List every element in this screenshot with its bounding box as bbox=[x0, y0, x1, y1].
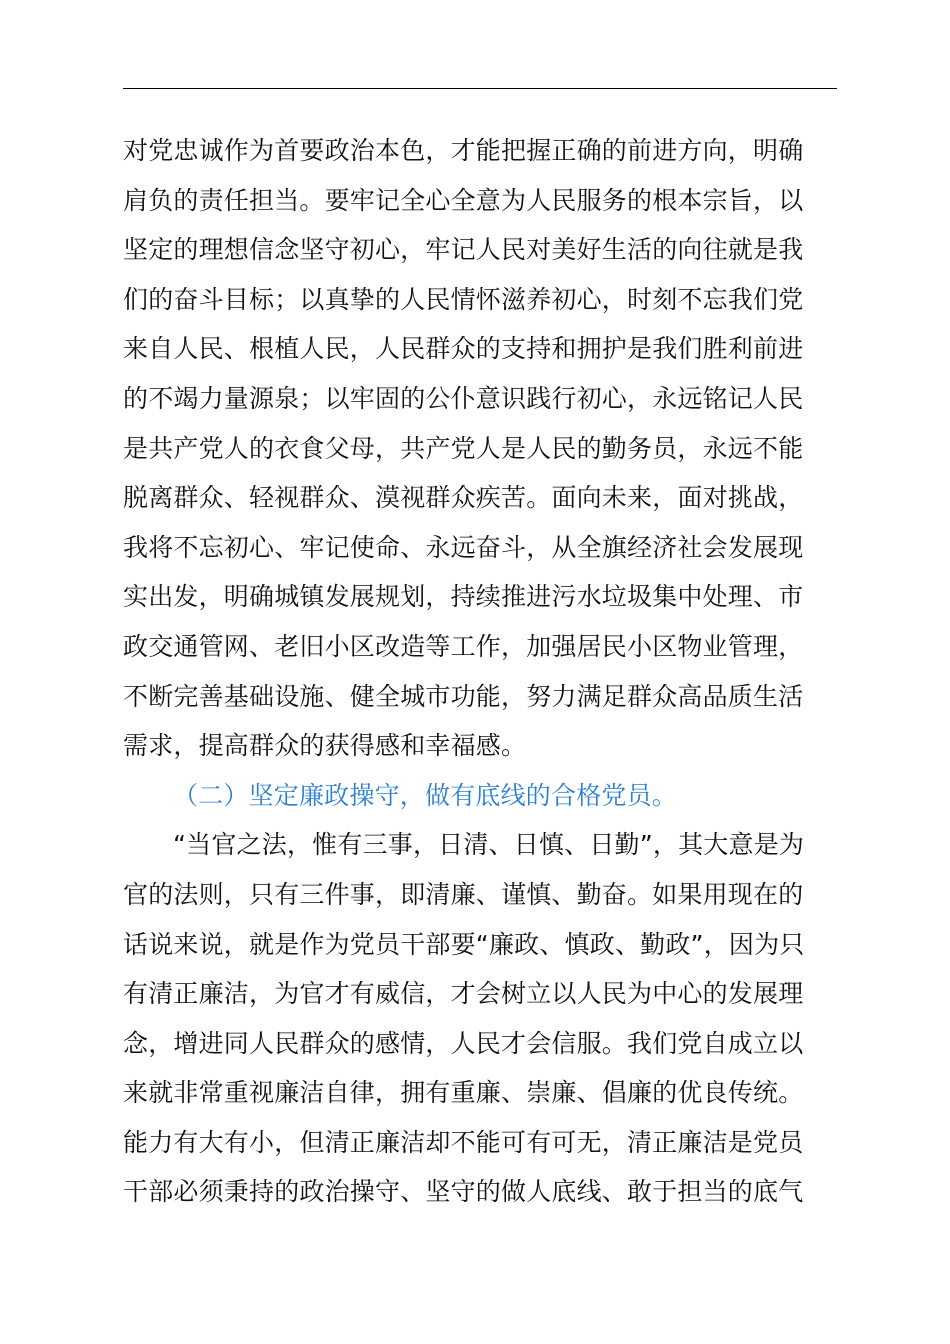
text-line: 坚定的理想信念坚守初心，牢记人民对美好生活的向往就是我 bbox=[123, 235, 804, 265]
text-line: 需求，提高群众的获得感和幸福感。 bbox=[123, 731, 527, 761]
text-line: 来就非常重视廉洁自律，拥有重廉、崇廉、倡廉的优良传统。 bbox=[123, 1078, 804, 1108]
text-line: 我将不忘初心、牢记使命、永远奋斗，从全旗经济社会发展现 bbox=[123, 532, 804, 562]
text-line: “当官之法，惟有三事，日清、日慎、日勤”，其大意是为 bbox=[173, 830, 805, 860]
section-heading: （二）坚定廉政操守，做有底线的合格党员。 bbox=[173, 780, 678, 810]
text-line: 有清正廉洁，为官才有威信，才会树立以人民为中心的发展理 bbox=[123, 979, 804, 1009]
document-body bbox=[123, 126, 843, 1217]
text-line: 不断完善基础设施、健全城市功能，努力满足群众高品质生活 bbox=[123, 681, 804, 711]
text-line: 念，增进同人民群众的感情，人民才会信服。我们党自成立以 bbox=[123, 1028, 804, 1058]
text-line: 是共产党人的衣食父母，共产党人是人民的勤务员，永远不能 bbox=[123, 433, 804, 463]
text-line: 肩负的责任担当。要牢记全心全意为人民服务的根本宗旨，以 bbox=[123, 185, 804, 215]
text-line: 们的奋斗目标；以真挚的人民情怀滋养初心，时刻不忘我们党 bbox=[123, 284, 804, 314]
text-line: 的不竭力量源泉；以牢固的公仆意识践行初心，永远铭记人民 bbox=[123, 383, 804, 413]
text-line: 官的法则，只有三件事，即清廉、谨慎、勤奋。如果用现在的 bbox=[123, 879, 804, 909]
text-line: 能力有大有小，但清正廉洁却不能可有可无，清正廉洁是党员 bbox=[123, 1127, 804, 1157]
text-line: 政交通管网、老旧小区改造等工作，加强居民小区物业管理， bbox=[123, 631, 804, 661]
text-line: 干部必须秉持的政治操守、坚守的做人底线、敢于担当的底气 bbox=[123, 1177, 804, 1207]
text-line: 脱离群众、轻视群众、漠视群众疾苦。面向未来，面对挑战， bbox=[123, 483, 804, 513]
text-line: 话说来说，就是作为党员干部要“廉政、慎政、勤政”，因为只 bbox=[123, 929, 805, 959]
text-line: 来自人民、根植人民，人民群众的支持和拥护是我们胜利前进 bbox=[123, 334, 804, 364]
header-rule bbox=[123, 88, 837, 89]
text-line: 实出发，明确城镇发展规划，持续推进污水垃圾集中处理、市 bbox=[123, 582, 804, 612]
text-line: 对党忠诚作为首要政治本色，才能把握正确的前进方向，明确 bbox=[123, 136, 804, 165]
